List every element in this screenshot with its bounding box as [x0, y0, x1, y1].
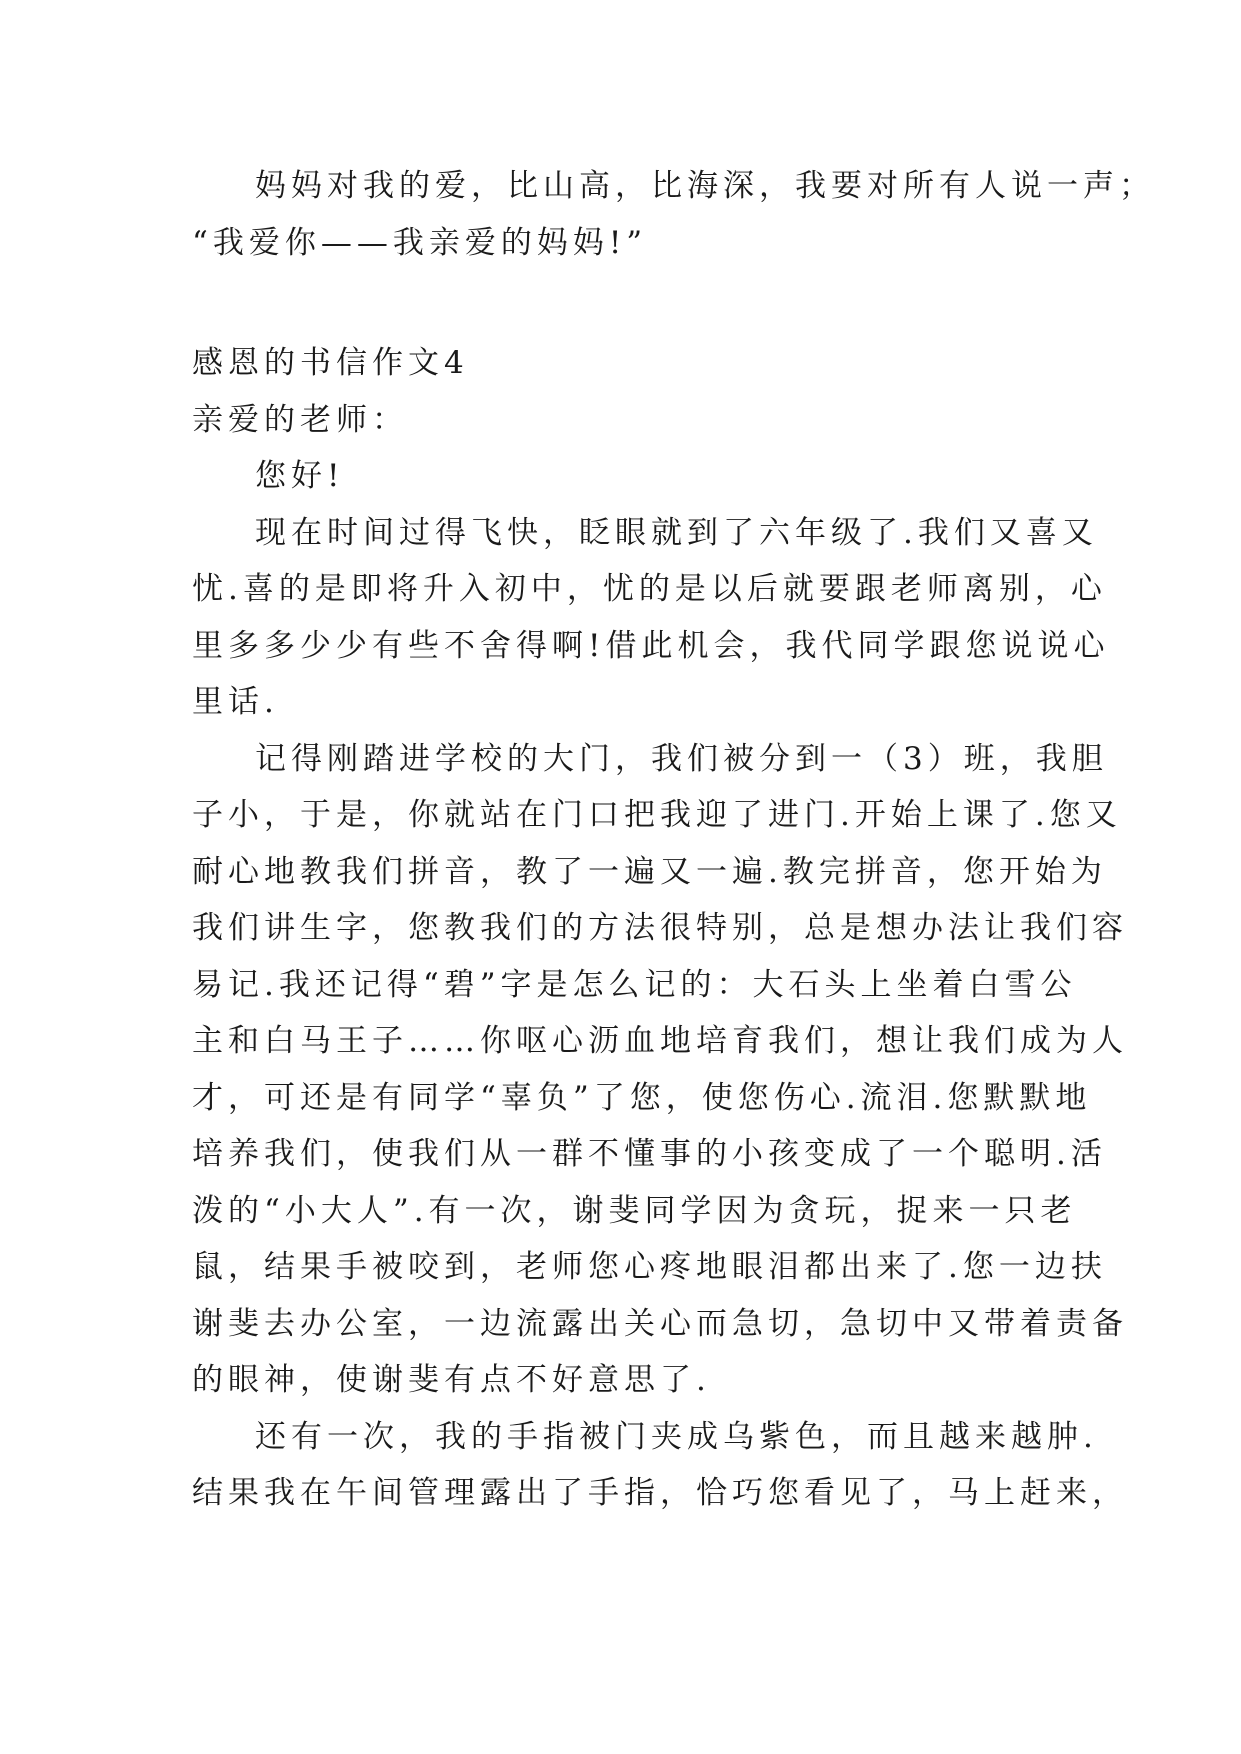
paragraph-line: 我们讲生字，您教我们的方法很特别，总是想办法让我们容 [192, 910, 1128, 946]
paragraph-line: 记得刚踏进学校的大门，我们被分到一（3）班，我胆 [255, 740, 1108, 777]
letter-title: 感恩的书信作文4 [192, 345, 469, 381]
paragraph-line: 里话. [192, 684, 279, 720]
paragraph-line: 里多多少少有些不舍得啊!借此机会，我代同学跟您说说心 [192, 627, 1110, 664]
paragraph-line: 子小，于是，你就站在门口把我迎了进门.开始上课了.您又 [192, 797, 1122, 833]
letter-paragraph-1 [192, 505, 1110, 731]
letter-paragraph-3 [192, 1409, 1128, 1522]
letter-greeting: 您好! [255, 458, 345, 494]
paragraph-line: 结果我在午间管理露出了手指，恰巧您看见了，马上赶来， [192, 1475, 1128, 1511]
paragraph-line: 还有一次，我的手指被门夹成乌紫色，而且越来越肿. [255, 1418, 1098, 1455]
letter-paragraph-2 [192, 731, 1128, 1409]
paragraph-line: 现在时间过得飞快，眨眼就到了六年级了.我们又喜又 [255, 514, 1098, 551]
paragraph-line: 主和白马王子……你呕心沥血地培育我们，想让我们成为人 [192, 1023, 1128, 1059]
intro-line-2: “我爱你——我亲爱的妈妈!” [192, 224, 648, 261]
intro-line-1: 妈妈对我的爱，比山高，比海深，我要对所有人说一声； [255, 168, 1155, 204]
letter-salutation: 亲爱的老师： [192, 401, 408, 438]
letter-section [192, 335, 1128, 1522]
paragraph-line: 鼠，结果手被咬到，老师您心疼地眼泪都出来了.您一边扶 [192, 1249, 1107, 1285]
paragraph-line: 泼的“小大人”.有一次，谢斐同学因为贪玩，捉来一只老 [192, 1192, 1077, 1229]
paragraph-line: 才，可还是有同学“辜负”了您，使您伤心.流泪.您默默地 [192, 1079, 1092, 1116]
paragraph-line: 培养我们，使我们从一群不懂事的小孩变成了一个聪明.活 [192, 1136, 1107, 1172]
paragraph-line: 的眼神，使谢斐有点不好意思了. [192, 1362, 711, 1398]
intro-paragraph [192, 158, 1155, 271]
paragraph-line: 忧.喜的是即将升入初中，忧的是以后就要跟老师离别，心 [192, 571, 1107, 607]
paragraph-line: 耐心地教我们拼音，教了一遍又一遍.教完拼音，您开始为 [192, 853, 1107, 890]
paragraph-line: 易记.我还记得“碧”字是怎么记的：大石头上坐着白雪公 [192, 966, 1077, 1003]
paragraph-line: 谢斐去办公室，一边流露出关心而急切，急切中又带着责备 [192, 1305, 1128, 1342]
